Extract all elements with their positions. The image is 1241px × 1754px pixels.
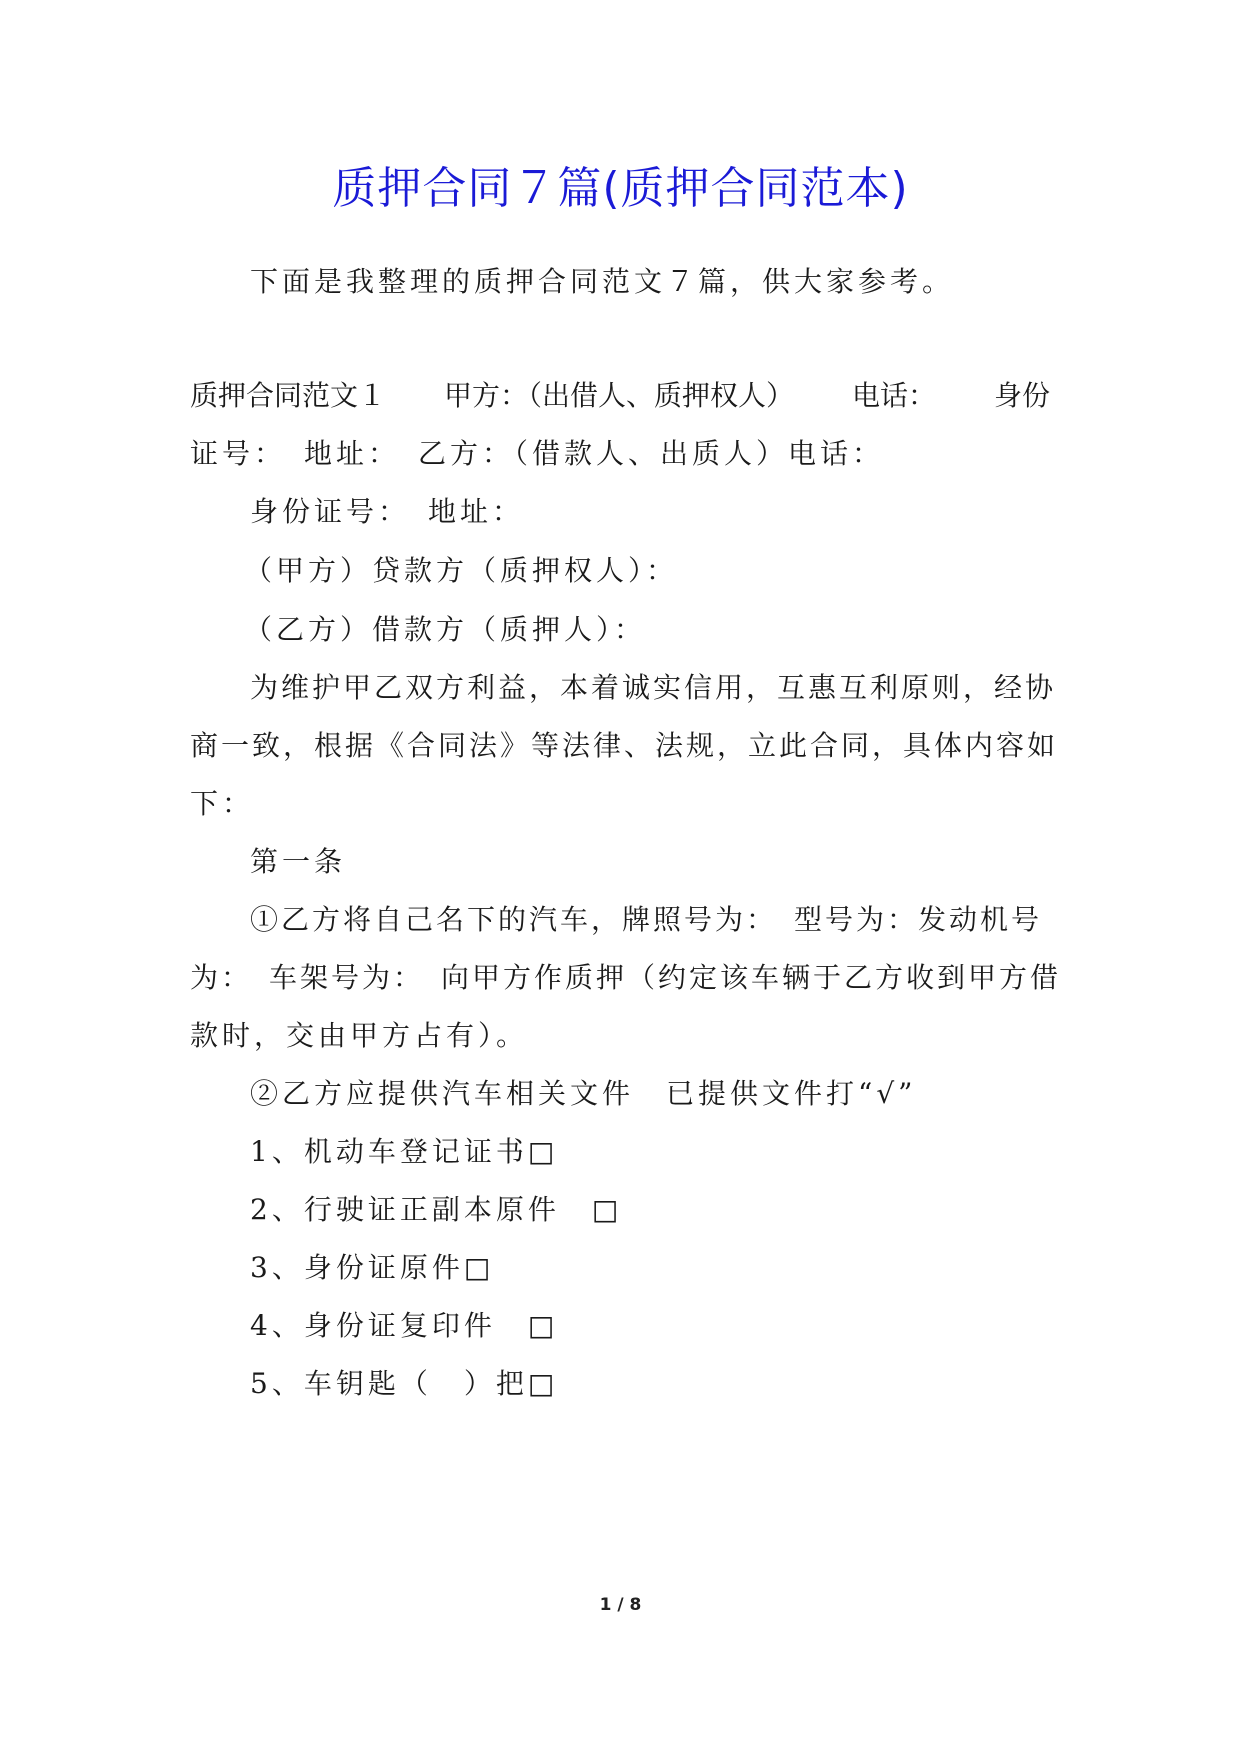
lender-line: （甲方）贷款方（质押权人）： [244,554,679,587]
clause-1-line-2: 为： 车架号为： 向甲方作质押（约定该车辆于乙方收到甲方借 [190,961,1062,994]
checklist-item: 3、身份证原件□ [250,1251,495,1284]
sample-label: 质押合同范文１ [190,379,387,412]
phone-label: 电话： [851,379,936,412]
parties-line-3: 身份证号： 地址： [250,495,525,528]
preamble-line-1: 为维护甲乙双方利益，本着诚实信用，互惠互利原则，经协 [250,671,1057,704]
document-title: 质押合同７篇(质押合同范本) [332,163,909,214]
intro-paragraph: 下面是我整理的质押合同范文７篇，供大家参考。 [250,265,955,298]
parties-line-2: 证号： 地址： 乙方：（借款人、出质人）电话： [190,437,885,470]
checklist-item: 4、身份证复印件 □ [250,1309,559,1342]
borrower-line: （乙方）借款方（质押人）： [244,613,647,646]
checklist-item: 2、行驶证正副本原件 □ [250,1193,623,1226]
preamble-line-3: 下： [190,787,255,820]
parties-line-1 [190,378,1050,414]
party-a-label: 甲方：（出借人、质押权人） [443,379,794,412]
clause-1-line-3: 款时，交由甲方占有）。 [190,1019,529,1052]
page-indicator: 1 / 8 [599,1595,642,1615]
preamble-line-2: 商一致，根据《合同法》等法律、法规，立此合同，具体内容如 [190,729,1059,762]
clause-1-line-1: ①乙方将自己名下的汽车，牌照号为： 型号为：发动机号 [250,903,1043,936]
checklist-item: 5、车钥匙（ ）把□ [250,1367,559,1400]
article-1-heading: 第一条 [250,845,347,878]
id-label-start: 身份 [993,379,1050,412]
clause-2-line-1: ②乙方应提供汽车相关文件 已提供文件打“√” [250,1077,917,1110]
checklist-item: 1、机动车登记证书□ [250,1135,559,1168]
